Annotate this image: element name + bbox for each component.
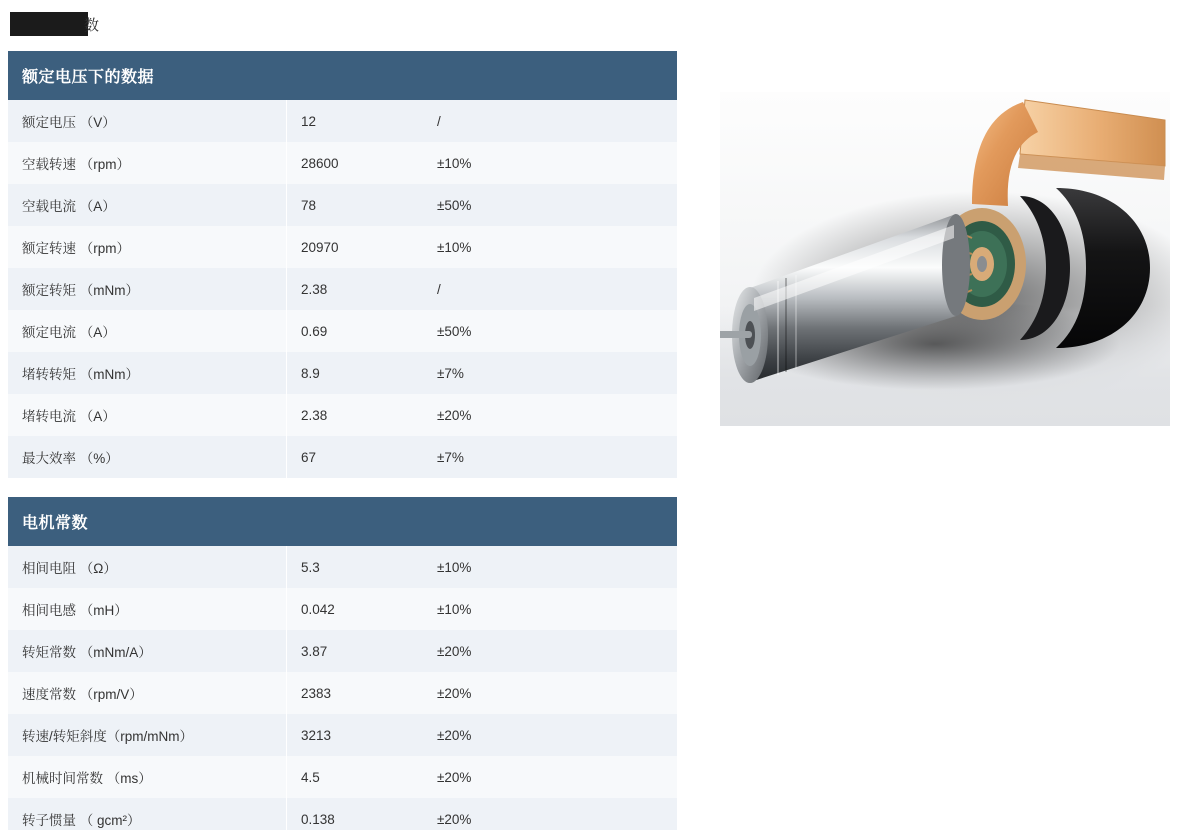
- row-tolerance: ±20%: [423, 798, 677, 830]
- row-value: 3213: [287, 714, 424, 756]
- row-value: 78: [287, 184, 424, 226]
- row-tolerance: ±20%: [423, 394, 677, 436]
- row-value: 2.38: [287, 394, 424, 436]
- row-value: 20970: [287, 226, 424, 268]
- row-value: 0.138: [287, 798, 424, 830]
- row-label: 转速/转矩斜度（rpm/mNm）: [8, 714, 287, 756]
- row-label: 相间电阻 （Ω）: [8, 546, 287, 588]
- row-value: 0.042: [287, 588, 424, 630]
- row-tolerance: ±20%: [423, 714, 677, 756]
- row-value: 5.3: [287, 546, 424, 588]
- spec-table-constants: [8, 497, 677, 830]
- row-tolerance: ±10%: [423, 142, 677, 184]
- row-label: 空载转速 （rpm）: [8, 142, 287, 184]
- spec-table-rated: [8, 51, 677, 478]
- row-value: 12: [287, 100, 424, 142]
- row-value: 4.5: [287, 756, 424, 798]
- table-row: [8, 352, 677, 394]
- row-value: 2.38: [287, 268, 424, 310]
- table-row: [8, 756, 677, 798]
- row-label: 速度常数 （rpm/V）: [8, 672, 287, 714]
- table-row: [8, 394, 677, 436]
- row-label: 堵转电流 （A）: [8, 394, 287, 436]
- table-row: [8, 630, 677, 672]
- table-row: [8, 184, 677, 226]
- row-value: 28600: [287, 142, 424, 184]
- table-row: [8, 798, 677, 830]
- row-tolerance: /: [423, 268, 677, 310]
- table-row: [8, 714, 677, 756]
- row-tolerance: ±7%: [423, 352, 677, 394]
- table-row: [8, 310, 677, 352]
- row-label: 转子惯量 （ gcm²）: [8, 798, 287, 830]
- page-title-text: 数: [84, 16, 101, 34]
- row-tolerance: ±10%: [423, 588, 677, 630]
- row-label: 额定转速 （rpm）: [8, 226, 287, 268]
- table-row: [8, 672, 677, 714]
- spec-table-constants-body: [8, 546, 677, 830]
- product-image: [720, 92, 1170, 426]
- spec-table-rated-body: [8, 100, 677, 478]
- page-title: [10, 10, 100, 38]
- row-label: 最大效率 （%）: [8, 436, 287, 478]
- row-label: 相间电感 （mH）: [8, 588, 287, 630]
- row-tolerance: ±20%: [423, 630, 677, 672]
- row-value: 2383: [287, 672, 424, 714]
- table-row: [8, 588, 677, 630]
- row-value: 3.87: [287, 630, 424, 672]
- table-row: [8, 226, 677, 268]
- motor-shaft: [720, 331, 752, 338]
- table-row: [8, 142, 677, 184]
- row-tolerance: ±10%: [423, 226, 677, 268]
- row-tolerance: ±7%: [423, 436, 677, 478]
- row-label: 堵转转矩 （mNm）: [8, 352, 287, 394]
- row-value: 67: [287, 436, 424, 478]
- row-value: 0.69: [287, 310, 424, 352]
- motor-illustration: [720, 92, 1170, 426]
- row-tolerance: ±20%: [423, 672, 677, 714]
- row-label: 机械时间常数 （ms）: [8, 756, 287, 798]
- spec-table-rated-title: 额定电压下的数据: [8, 51, 677, 100]
- row-label: 额定电流 （A）: [8, 310, 287, 352]
- row-tolerance: ±20%: [423, 756, 677, 798]
- row-label: 额定转矩 （mNm）: [8, 268, 287, 310]
- spec-table-constants-title: 电机常数: [8, 497, 677, 546]
- table-row: [8, 436, 677, 478]
- table-row: [8, 546, 677, 588]
- table-row: [8, 100, 677, 142]
- row-tolerance: ±50%: [423, 184, 677, 226]
- row-label: 额定电压 （V）: [8, 100, 287, 142]
- row-tolerance: /: [423, 100, 677, 142]
- row-tolerance: ±10%: [423, 546, 677, 588]
- row-tolerance: ±50%: [423, 310, 677, 352]
- row-label: 转矩常数 （mNm/A）: [8, 630, 287, 672]
- row-value: 8.9: [287, 352, 424, 394]
- table-row: [8, 268, 677, 310]
- row-label: 空载电流 （A）: [8, 184, 287, 226]
- spec-tables: [8, 51, 677, 830]
